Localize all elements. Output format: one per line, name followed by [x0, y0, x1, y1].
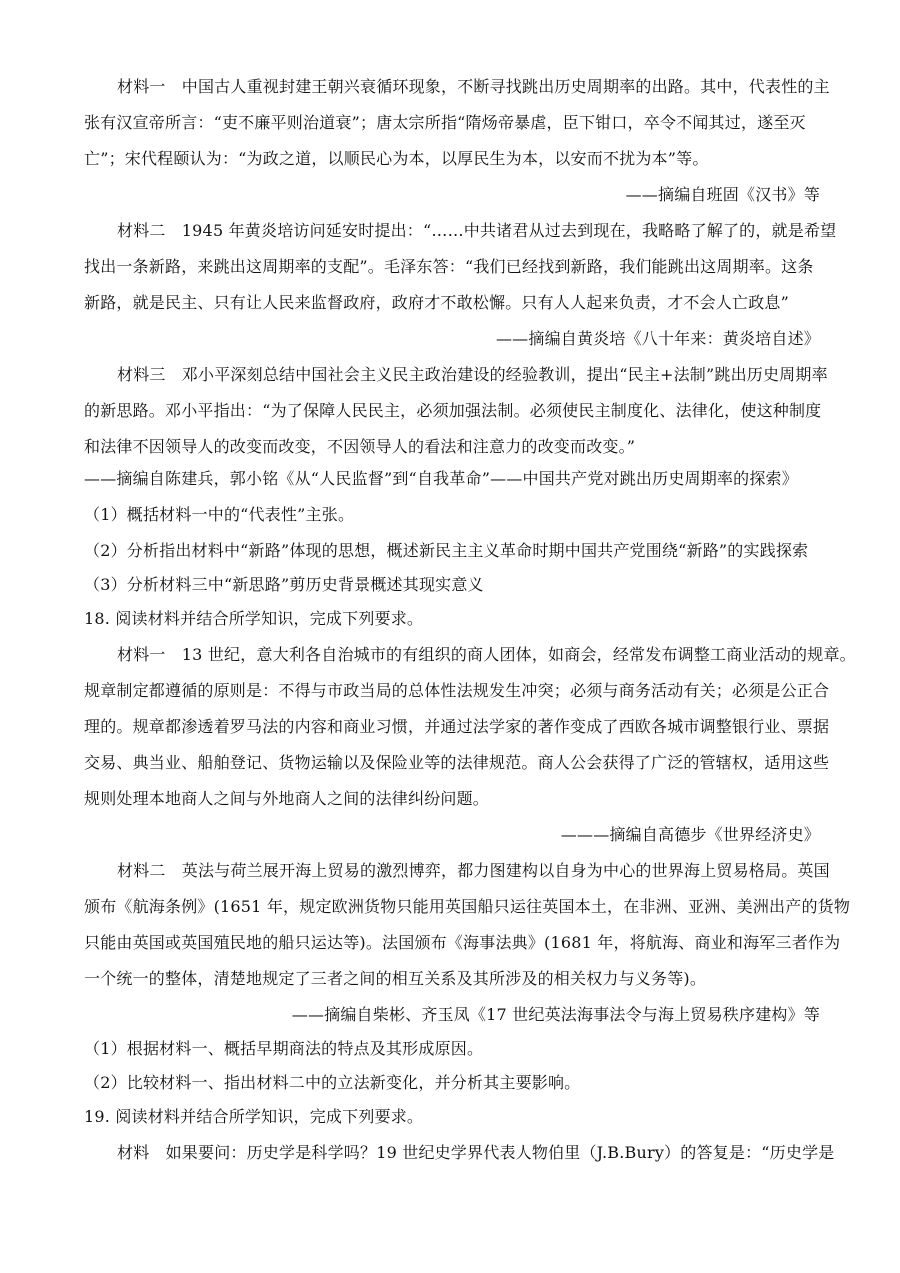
- s18-heading: 18. 阅读材料并结合所学知识，完成下列要求。: [84, 609, 424, 628]
- s17-question-2: （2）分析指出材料中“新路”体现的思想，概述新民主主义革命时期中国共产党围绕“新路”的实践探索: [84, 541, 809, 560]
- s17-material-1-line-2: 张有汉宣帝所言：“吏不廉平则治道衰”；唐太宗所指“隋炀帝暴虐，臣下钳口，卒令不闻其过，遂至灭: [84, 113, 806, 132]
- s17-material-2-line-2: 找出一条新路，来跳出这周期率的支配”。毛泽东答：“我们已经找到新路，我们能跳出这周期率。这条: [84, 257, 814, 276]
- s18-material-1-line-4: 交易、典当业、船舶登记、货物运输以及保险业等的法律规范。商人公会获得了广泛的管辖权，适用这些: [84, 753, 830, 772]
- s18-material-1-source: ———摘编自高德步《世界经济史》: [560, 825, 820, 844]
- s18-material-2-line-2: 颁布《航海条例》(1651 年，规定欧洲货物只能用英国船只运往英国本土，在非洲、亚洲、美洲出产的货物: [84, 897, 851, 916]
- s18-material-2-line-4: 一个统一的整体，清楚地规定了三者之间的相互关系及其所涉及的相关权力与义务等)。: [84, 969, 707, 988]
- s17-material-2-line-1: 材料二 1945 年黄炎培访问延安时提出：“……中共诸君从过去到现在，我略略了解了的，就是希望: [117, 221, 837, 240]
- s17-question-1: （1）概括材料一中的“代表性”主张。: [84, 505, 355, 524]
- s18-material-2-line-1: 材料二 英法与荷兰展开海上贸易的激烈博弈，都力图建构以自身为中心的世界海上贸易格局。英国: [117, 861, 830, 880]
- s17-material-3-line-1: 材料三 邓小平深刻总结中国社会主义民主政治建设的经验教训，提出“民主+法制”跳出历史周期率: [117, 365, 828, 384]
- s17-material-2-line-3: 新路，就是民主、只有让人民来监督政府，政府才不敢松懈。只有人人起来负责，才不会人亡政息”: [84, 293, 789, 312]
- s17-material-1-line-3: 亡”；宋代程颐认为：“为政之道，以顺民心为本，以厚民生为本，以安而不扰为本”等。: [84, 149, 709, 168]
- s18-material-1-line-3: 理的。规章都渗透着罗马法的内容和商业习惯，并通过法学家的著作变成了西欧各城市调整银行业、票据: [84, 717, 830, 736]
- s18-material-1-line-5: 规则处理本地商人之间与外地商人之间的法律纠纷问题。: [84, 789, 490, 808]
- s17-material-2-source: ——摘编自黄炎培《八十年来：黄炎培自述》: [495, 329, 820, 348]
- s19-heading: 19. 阅读材料并结合所学知识，完成下列要求。: [84, 1107, 424, 1126]
- s17-material-3-line-3: 和法律不因领导人的改变而改变，不因领导人的看法和注意力的改变而改变。”: [84, 437, 636, 456]
- s19-material-line-1: 材料 如果要问：历史学是科学吗？19 世纪史学界代表人物伯里（J.B.Bury）的答复是：“历史学是: [117, 1143, 835, 1162]
- s17-material-3-line-2: 的新思路。邓小平指出：“为了保障人民民主，必须加强法制。必须使民主制度化、法律化，使这种制度: [84, 401, 822, 420]
- s18-material-1-line-1: 材料一 13 世纪，意大利各自治城市的有组织的商人团体，如商会，经常发布调整工商业活动的规章。: [117, 645, 856, 664]
- s17-question-3: （3）分析材料三中“新思路”剪历史背景概述其现实意义: [84, 575, 484, 594]
- s18-question-2: （2）比较材料一、指出材料二中的立法新变化，并分析其主要影响。: [84, 1073, 581, 1092]
- s18-material-2-source: ——摘编自柴彬、齐玉凤《17 世纪英法海事法令与海上贸易秩序建构》等: [291, 1005, 820, 1024]
- s18-question-1: （1）根据材料一、概括早期商法的特点及其形成原因。: [84, 1039, 484, 1058]
- s17-material-1-source: ——摘编自班固《汉书》等: [625, 185, 820, 204]
- s17-material-1-line-1: 材料一 中国古人重视封建王朝兴衰循环现象，不断寻找跳出历史周期率的出路。其中，代表性的主: [117, 77, 830, 96]
- s18-material-1-line-2: 规章制定都遵循的原则是：不得与市政当局的总体性法规发生冲突；必须与商务活动有关；必须是公正合: [84, 681, 830, 700]
- s18-material-2-line-3: 只能由英国或英国殖民地的船只运达等)。法国颁布《海事法典》(1681 年，将航海、商业和海军三者作为: [84, 933, 841, 952]
- s17-material-3-source: ——摘编自陈建兵，郭小铭《从“人民监督”到“自我革命”——中国共产党对跳出历史周期率的探索》: [84, 469, 798, 488]
